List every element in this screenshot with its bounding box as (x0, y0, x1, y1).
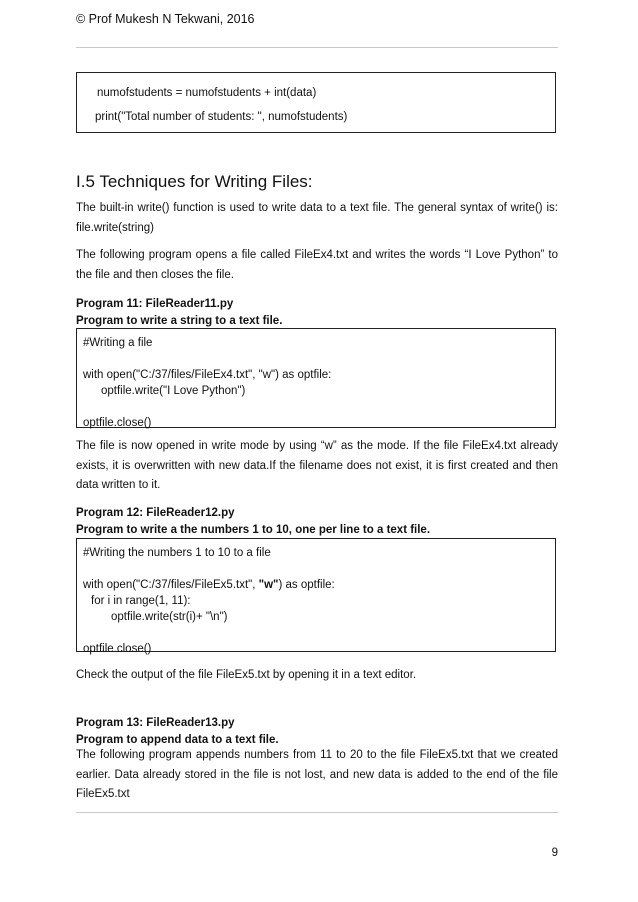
paragraph: Check the output of the file FileEx5.txt by opening it in a text editor. (76, 669, 417, 681)
code-line (83, 577, 555, 593)
code-line: numofstudents = numofstudents + int(data) (97, 87, 317, 99)
code-text: with open("C:/37/files/FileEx5.txt", (83, 579, 259, 591)
footer-divider (76, 812, 558, 813)
code-block-program-12 (76, 538, 556, 655)
paragraph: The following program opens a file called FileEx4.txt and writes the words “I Love Python” to the file and then closes the file. (76, 249, 558, 281)
program-subtitle: Program to write a string to a text file. (76, 315, 283, 327)
program-subtitle: Program to append data to a text file. (76, 734, 279, 746)
code-line: optfile.close() (83, 417, 152, 429)
code-line: optfile.write(str(i)+ "\n") (111, 611, 228, 623)
section-heading: I.5 Techniques for Writing Files: (76, 172, 313, 191)
paragraph: The following program appends numbers from 11 to 20 to the file FileEx5.txt that we created earlier. Data already stored in the file is not lost, and new data is added to the end of the file FileEx5.txt (76, 749, 558, 800)
page-number: 9 (551, 847, 558, 859)
paragraph: The file is now opened in write mode by using “w” as the mode. If the file FileEx4.txt already exists, it is overwritten with new data.If the filename does not exist, it is first created and then data written to it. (76, 440, 558, 491)
program-title: Program 13: FileReader13.py (76, 717, 235, 729)
program-11-title (76, 296, 558, 330)
code-text: ) as optfile: (278, 579, 335, 591)
code-block-program-11 (76, 328, 556, 428)
program-title: Program 12: FileReader12.py (76, 507, 235, 519)
code-line: optfile.close() (83, 643, 152, 655)
page-header: © Prof Mukesh N Tekwani, 2016 (76, 12, 255, 26)
code-line: #Writing the numbers 1 to 10 to a file (83, 547, 271, 559)
code-line: with open("C:/37/files/FileEx4.txt", "w") as optfile: (83, 369, 332, 381)
header-divider (76, 47, 558, 48)
code-line: print("Total number of students: ", numofstudents) (95, 111, 348, 123)
program-title: Program 11: FileReader11.py (76, 298, 234, 310)
code-line: #Writing a file (83, 337, 153, 349)
paragraph: The built-in write() function is used to write data to a text file. The general syntax of write() is: file.write(string) (76, 202, 558, 234)
program-13-title (76, 715, 558, 749)
code-text-bold: "w" (258, 579, 279, 591)
program-subtitle: Program to write a the numbers 1 to 10, one per line to a text file. (76, 524, 431, 536)
program-12-title (76, 505, 558, 539)
code-line: optfile.write("I Love Python") (101, 385, 246, 397)
code-block-top (76, 72, 556, 133)
code-line: for i in range(1, 11): (91, 595, 191, 607)
